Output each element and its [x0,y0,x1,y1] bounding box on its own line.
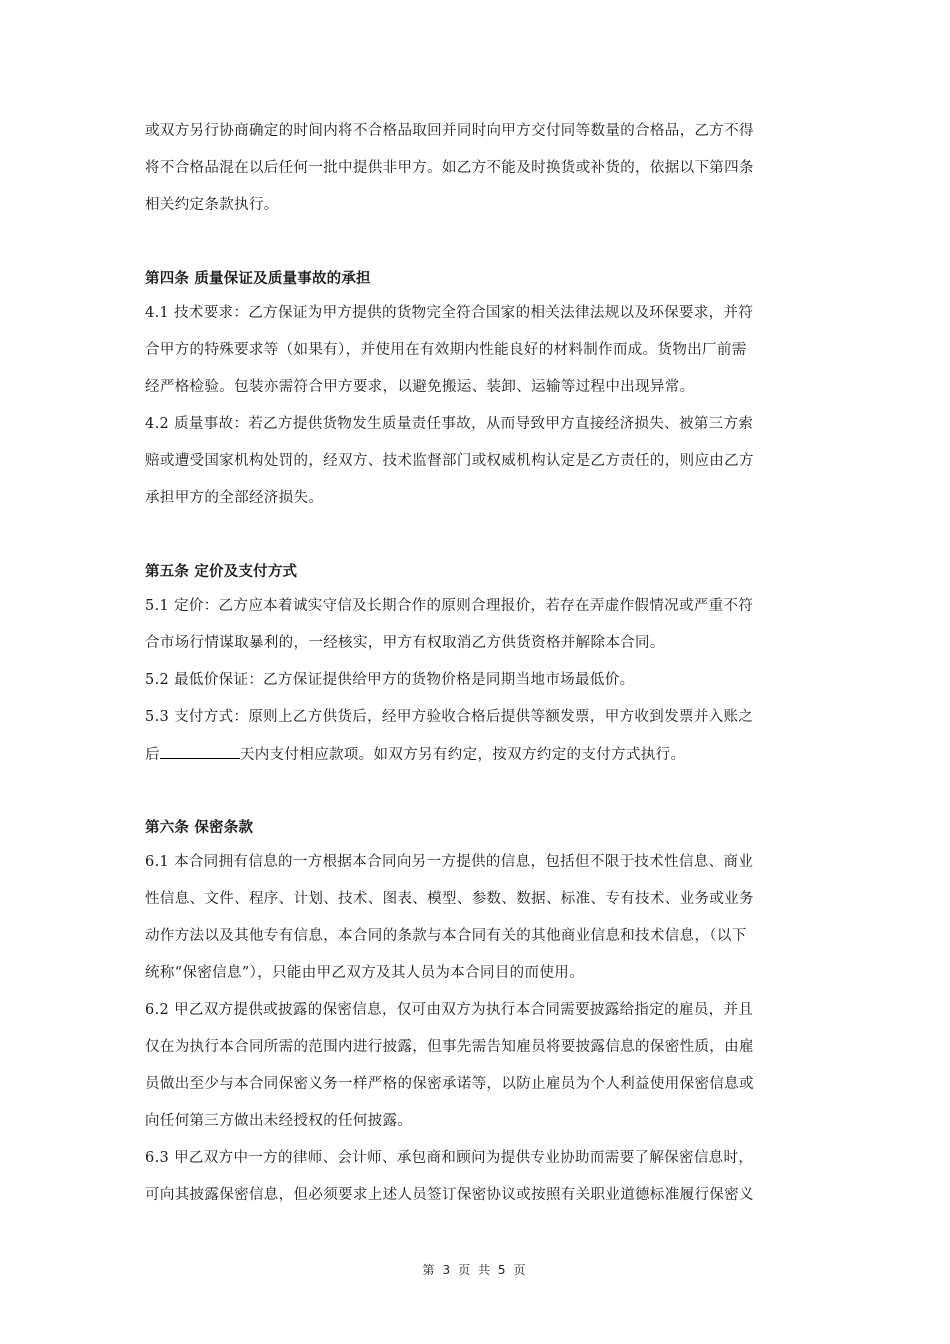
footer-prefix: 第 [422,1263,437,1277]
clause-4-2-line: 承担甲方的全部经济损失。 [145,490,324,506]
current-page-number: 3 [442,1263,453,1277]
article-5-heading: 第五条 定价及支付方式 [145,564,298,580]
clause-5-1-line: 合市场行情谋取暴利的，一经核实，甲方有权取消乙方供货资格并解除本合同。 [145,635,665,651]
paragraph-line: 或双方另行协商确定的时间内将不合格品取回并同时向甲方交付同等数量的合格品，乙方不得 [145,123,754,139]
clause-6-2-line: 6.2 甲乙双方提供或披露的保密信息，仅可由双方为执行本合同需要披露给指定的雇员，并且 [145,1002,754,1018]
clause-4-1-line: 合甲方的特殊要求等（如果有），并使用在有效期内性能良好的材料制作而成。货物出厂前需 [145,342,747,358]
total-pages-number: 5 [497,1263,508,1277]
clause-6-3-line: 可向其披露保密信息，但必须要求上述人员签订保密协议或按照有关职业道德标准履行保密义 [145,1187,754,1203]
clause-5-3-text-before: 后 [145,747,160,763]
article-6-heading: 第六条 保密条款 [145,820,254,836]
clause-4-2-line: 4.2 质量事故：若乙方提供货物发生质量责任事故，从而导致甲方直接经济损失、被第三方索 [145,416,754,432]
clause-6-1-line: 性信息、文件、程序、计划、技术、图表、模型、参数、数据、标准、专有技术、业务或业务 [145,891,754,907]
clause-6-1-line: 统称“保密信息”），只能由甲乙双方及其人员为本合同目的而使用。 [145,965,584,981]
footer-suffix: 页 [513,1263,528,1277]
clause-6-2-line: 员做出至少与本合同保密义务一样严格的保密承诺等，以防止雇员为个人利益使用保密信息或 [145,1076,754,1092]
page-footer [0,1262,950,1278]
article-4-heading: 第四条 质量保证及质量事故的承担 [145,271,371,287]
clause-5-3-line: 5.3 支付方式：原则上乙方供货后，经甲方验收合格后提供等额发票，甲方收到发票并入账之 [145,709,754,725]
clause-4-1-line: 4.1 技术要求：乙方保证为甲方提供的货物完全符合国家的相关法律法规以及环保要求，并符 [145,305,754,321]
clause-6-1-line: 6.1 本合同拥有信息的一方根据本合同向另一方提供的信息，包括但不限于技术性信息、商业 [145,854,754,870]
paragraph-line: 将不合格品混在以后任何一批中提供非甲方。如乙方不能及时换货或补货的，依据以下第四条 [145,160,754,176]
clause-5-3-text-after: 天内支付相应款项。如双方另有约定，按双方约定的支付方式执行。 [239,747,686,763]
clause-5-3-line [145,744,685,765]
clause-4-1-line: 经严格检验。包装亦需符合甲方要求，以避免搬运、装卸、运输等过程中出现异常。 [145,379,695,395]
clause-6-2-line: 向任何第三方做出未经授权的任何披露。 [145,1113,413,1129]
clause-5-2-line: 5.2 最低价保证：乙方保证提供给甲方的货物价格是同期当地市场最低价。 [145,672,635,688]
payment-days-blank[interactable] [160,744,240,759]
clause-6-1-line: 动作方法以及其他专有信息，本合同的条款与本合同有关的其他商业信息和技术信息，（以下 [145,928,747,944]
footer-middle: 页 共 [458,1263,492,1277]
clause-6-3-line: 6.3 甲乙双方中一方的律师、会计师、承包商和顾问为提供专业协助而需要了解保密信息时， [145,1150,754,1166]
clause-6-2-line: 仅在为执行本合同所需的范围内进行披露，但事先需告知雇员将要披露信息的保密性质，由雇 [145,1039,754,1055]
clause-5-1-line: 5.1 定价：乙方应本着诚实守信及长期合作的原则合理报价，若存在弄虚作假情况或严重不符 [145,598,754,614]
paragraph-line: 相关约定条款执行。 [145,197,279,213]
clause-4-2-line: 赔或遭受国家机构处罚的，经双方、技术监督部门或权威机构认定是乙方责任的，则应由乙方 [145,453,754,469]
